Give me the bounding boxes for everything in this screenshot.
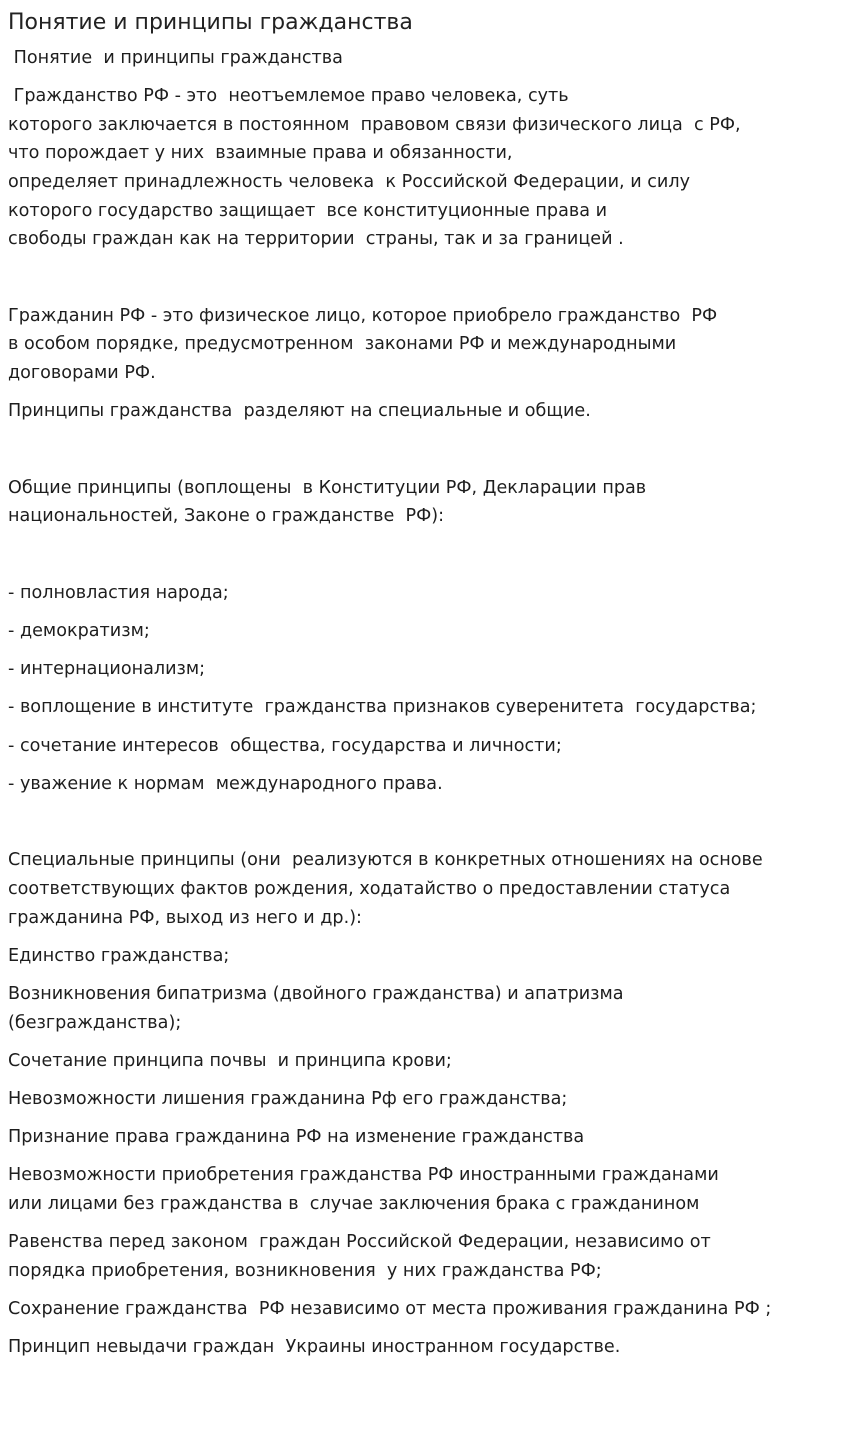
general-principle-item: - воплощение в институте гражданства признаков суверенитета государства; bbox=[8, 697, 757, 718]
text-line: Специальные принципы (они реализуются в конкретных отношениях на основе bbox=[8, 850, 763, 871]
general-principles-heading bbox=[8, 474, 839, 531]
special-principle-item bbox=[8, 980, 839, 1037]
special-principle-item bbox=[8, 1085, 839, 1114]
principles-intro: Принципы гражданства разделяют на специальные и общие. bbox=[8, 401, 591, 422]
citizen-paragraph bbox=[8, 302, 839, 388]
text-line: Сохранение гражданства РФ независимо от места проживания гражданина РФ ; bbox=[8, 1298, 772, 1319]
page-title: Понятие и принципы гражданства bbox=[8, 10, 413, 35]
general-principle-item: - полновластия народа; bbox=[8, 582, 229, 603]
general-principle-item: - уважение к нормам международного права. bbox=[8, 773, 443, 794]
special-principle-item bbox=[8, 1228, 839, 1285]
text-line: порядка приобретения, возникновения у них гражданства РФ; bbox=[8, 1260, 602, 1281]
text-line: договорами РФ. bbox=[8, 362, 156, 383]
special-principle-item bbox=[8, 1161, 839, 1218]
text-line: Гражданство РФ - это неотъемлемое право человека, суть bbox=[8, 86, 569, 107]
text-line: Невозможности лишения гражданина Рф его гражданства; bbox=[8, 1088, 568, 1109]
text-line: Признание права гражданина РФ на изменение гражданства bbox=[8, 1127, 585, 1148]
text-line: свободы граждан как на территории страны, так и за границей . bbox=[8, 229, 624, 250]
special-principle-item bbox=[8, 1295, 839, 1324]
special-principle-item bbox=[8, 1047, 839, 1076]
text-line: которого заключается в постоянном правовом связи физического лица с РФ, bbox=[8, 114, 741, 135]
general-principle-item: - интернационализм; bbox=[8, 659, 206, 680]
text-line: которого государство защищает все конституционные права и bbox=[8, 200, 608, 221]
text-line: Гражданин РФ - это физическое лицо, которое приобрело гражданство РФ bbox=[8, 305, 718, 326]
text-line: или лицами без гражданства в случае заключения брака с гражданином bbox=[8, 1193, 700, 1214]
text-line: что порождает у них взаимные права и обязанности, bbox=[8, 143, 513, 164]
text-line: соответствующих фактов рождения, ходатайство о предоставлении статуса bbox=[8, 879, 731, 900]
general-principle-item: - сочетание интересов общества, государства и личности; bbox=[8, 735, 562, 756]
text-line: Возникновения бипатризма (двойного гражданства) и апатризма bbox=[8, 984, 624, 1004]
text-line: Единство гражданства; bbox=[8, 945, 230, 966]
definition-paragraph bbox=[8, 82, 839, 254]
text-line: Общие принципы (воплощены в Конституции РФ, Декларации прав bbox=[8, 477, 647, 498]
text-line: Невозможности приобретения гражданства РФ иностранными гражданами bbox=[8, 1165, 719, 1186]
special-principles-heading bbox=[8, 846, 839, 932]
special-principle-item bbox=[8, 1123, 839, 1152]
text-line: определяет принадлежность человека к Российской Федерации, и силу bbox=[8, 171, 691, 192]
text-line: Принцип невыдачи граждан Украины иностранном государстве. bbox=[8, 1337, 621, 1358]
special-principle-item bbox=[8, 942, 839, 971]
text-line: национальностей, Законе о гражданстве РФ): bbox=[8, 506, 445, 527]
general-principle-item: - демократизм; bbox=[8, 621, 150, 642]
text-line: Сочетание принципа почвы и принципа крови; bbox=[8, 1050, 452, 1071]
text-line: (безгражданства); bbox=[8, 1012, 182, 1033]
text-line: гражданина РФ, выход из него и др.): bbox=[8, 907, 362, 928]
text-line: Равенства перед законом граждан Российской Федерации, независимо от bbox=[8, 1232, 711, 1253]
subtitle: Понятие и принципы гражданства bbox=[8, 48, 343, 68]
text-line: в особом порядке, предусмотренном законами РФ и международными bbox=[8, 334, 677, 355]
special-principle-item bbox=[8, 1333, 839, 1362]
